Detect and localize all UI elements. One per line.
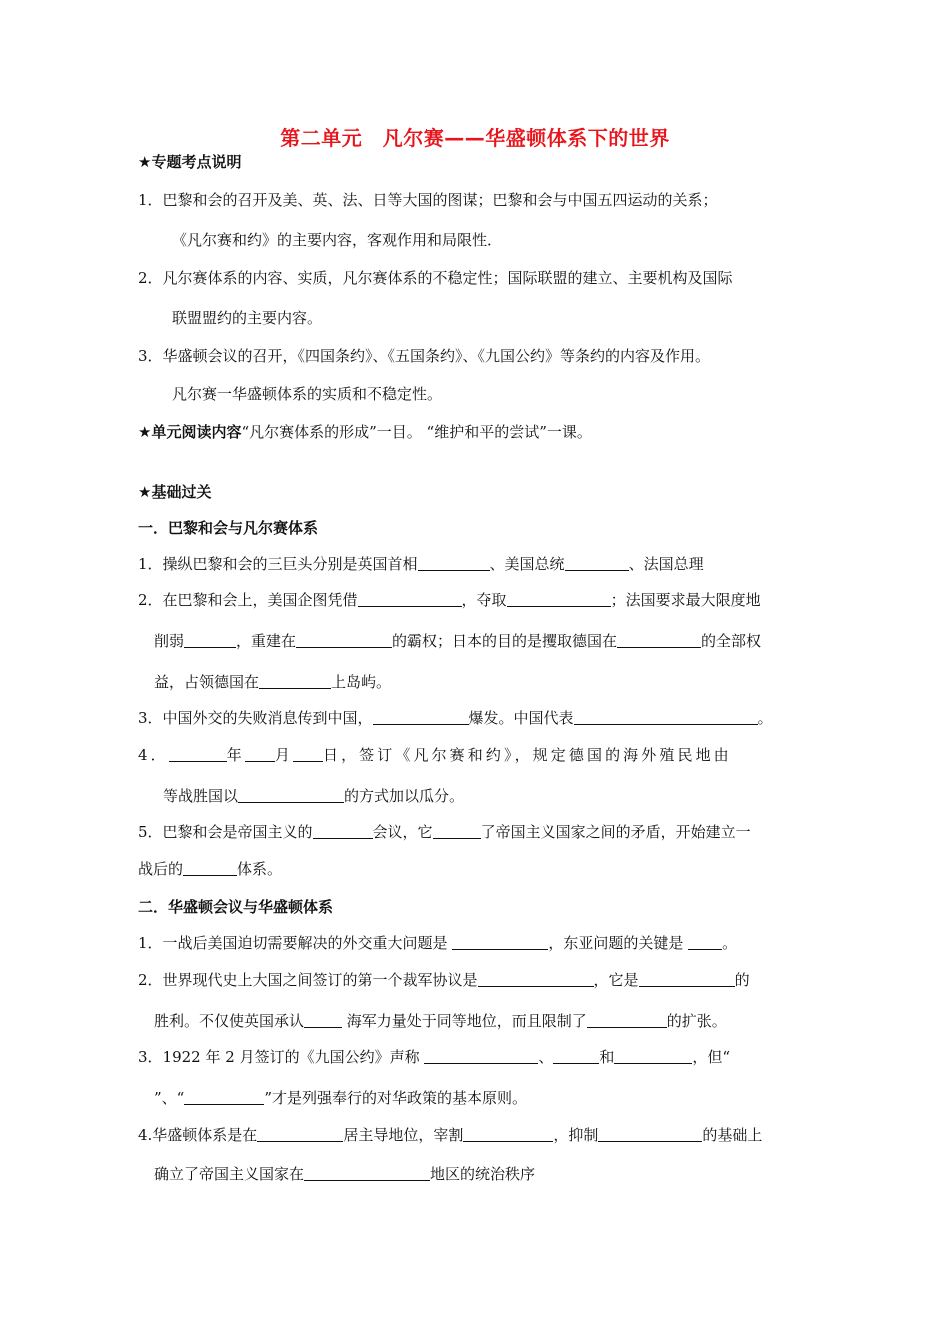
question-text: 的方式加以瓜分。 <box>344 787 465 805</box>
question-text: 会议，它 <box>372 823 433 841</box>
question-text: 5．巴黎和会是帝国主义的 <box>138 823 313 841</box>
question-2-1 <box>138 933 737 953</box>
focus-heading: ★专题考点说明 <box>138 153 242 171</box>
question-text: 的基础上 <box>702 1126 763 1144</box>
question-1-1 <box>138 554 704 574</box>
answer-blank[interactable] <box>617 632 701 648</box>
question-text: 、 <box>538 1048 554 1066</box>
question-text: ，它是 <box>593 971 639 989</box>
answer-blank[interactable] <box>183 860 237 876</box>
answer-blank[interactable] <box>358 591 462 607</box>
focus-line: 1．巴黎和会的召开及美、英、法、日等大国的图谋；巴黎和会与中国五四运动的关系； <box>138 191 718 209</box>
question-text: 2．世界现代史上大国之间签订的第一个裁军协议是 <box>138 971 478 989</box>
answer-blank[interactable] <box>257 1126 343 1142</box>
focus-line: 联盟盟约的主要内容。 <box>172 309 323 327</box>
answer-blank[interactable] <box>313 823 373 839</box>
answer-blank[interactable] <box>424 1048 538 1064</box>
question-text: 年 <box>226 746 245 764</box>
focus-line: 2．凡尔赛体系的内容、实质，凡尔赛体系的不稳定性；国际联盟的建立、主要机构及国际 <box>138 269 733 287</box>
answer-blank[interactable] <box>433 823 481 839</box>
focus-line: 《凡尔赛和约》的主要内容，客观作用和局限性． <box>172 231 503 249</box>
question-text: 爆发。中国代表 <box>468 709 574 727</box>
question-text: ”、“ <box>154 1089 185 1107</box>
question-text: 战后的 <box>138 860 184 878</box>
answer-blank[interactable] <box>259 673 331 689</box>
question-text: 的 <box>734 971 750 989</box>
question-text: 地区的统治秩序 <box>430 1165 536 1183</box>
question-text: ”才是列强奉行的对华政策的基本原则。 <box>264 1089 528 1107</box>
question-2-2-cont <box>154 1011 727 1031</box>
basics-heading: ★基础过关 <box>138 483 212 501</box>
section2-heading: 二．华盛顿会议与华盛顿体系 <box>138 898 334 916</box>
question-text: 2．在巴黎和会上，美国企图凭借 <box>138 591 358 609</box>
answer-blank[interactable] <box>614 1048 692 1064</box>
question-2-2 <box>138 970 750 990</box>
answer-blank[interactable] <box>553 1048 599 1064</box>
question-text: 体系。 <box>237 860 283 878</box>
question-text: 的霸权；日本的目的是攫取德国在 <box>392 632 618 650</box>
question-text: 。 <box>722 934 738 952</box>
question-text: 4.华盛顿体系是在 <box>138 1126 258 1144</box>
question-text: 、美国总统 <box>489 555 565 573</box>
question-1-2-cont <box>154 672 391 692</box>
answer-blank[interactable] <box>688 934 722 950</box>
answer-blank[interactable] <box>587 1012 667 1028</box>
question-text: 的扩张。 <box>666 1012 727 1030</box>
answer-blank[interactable] <box>418 555 490 571</box>
question-1-5 <box>138 822 751 842</box>
answer-blank[interactable] <box>238 787 344 803</box>
answer-blank[interactable] <box>574 709 758 725</box>
question-text: 的全部权 <box>701 632 762 650</box>
question-text: 胜利。不仅使英国承认 <box>154 1012 305 1030</box>
focus-line: 3．华盛顿会议的召开，《四国条约》、《五国条约》、《九国公约》等条约的内容及作用。 <box>138 347 711 365</box>
question-1-4-cont <box>163 786 464 806</box>
question-text: 削弱 <box>154 632 185 650</box>
question-text: 3．中国外交的失败消息传到中国， <box>138 709 373 727</box>
question-1-5-cont <box>138 859 282 879</box>
answer-blank[interactable] <box>304 1012 342 1028</box>
answer-blank[interactable] <box>245 746 275 762</box>
answer-blank[interactable] <box>184 632 236 648</box>
question-text: 上岛屿。 <box>331 673 392 691</box>
question-text: 月 <box>274 746 293 764</box>
question-text: 确立了帝国主义国家在 <box>154 1165 305 1183</box>
answer-blank[interactable] <box>463 1126 553 1142</box>
question-text: 益，占领德国在 <box>154 673 260 691</box>
question-text: 日，签订《凡尔赛和约》，规定德国的海外殖民地由 <box>322 746 732 764</box>
question-text: ；法国要求最大限度地 <box>610 591 761 609</box>
reading-line <box>138 422 592 442</box>
question-text: 居主导地位，宰割 <box>343 1126 464 1144</box>
section1-heading: 一．巴黎和会与凡尔赛体系 <box>138 519 319 537</box>
answer-blank[interactable] <box>304 1165 430 1181</box>
question-1-2-cont <box>154 631 761 651</box>
answer-blank[interactable] <box>296 632 392 648</box>
question-2-3-cont <box>154 1088 527 1108</box>
answer-blank[interactable] <box>507 591 611 607</box>
question-1-4 <box>138 745 732 765</box>
question-text: 和 <box>599 1048 615 1066</box>
question-1-3 <box>138 708 773 728</box>
question-2-3 <box>138 1047 730 1067</box>
question-1-2 <box>138 590 761 610</box>
question-text: ，东亚问题的关键是 <box>548 934 689 952</box>
answer-blank[interactable] <box>184 1089 264 1105</box>
page-title: 第二单元 凡尔赛——华盛顿体系下的世界 <box>280 126 670 150</box>
question-text: ，夺取 <box>461 591 507 609</box>
question-text: 海军力量处于同等地位，而且限制了 <box>342 1012 587 1030</box>
answer-blank[interactable] <box>452 934 548 950</box>
question-text: 等战胜国以 <box>163 787 239 805</box>
question-text: 1．操纵巴黎和会的三巨头分别是英国首相 <box>138 555 418 573</box>
focus-line: 凡尔赛一华盛顿体系的实质和不稳定性。 <box>172 385 443 403</box>
question-2-4 <box>138 1125 762 1145</box>
answer-blank[interactable] <box>293 746 323 762</box>
question-text: 1．一战后美国迫切需要解决的外交重大问题是 <box>138 934 453 952</box>
question-text: 3．1922 年 2 月签订的《九国公约》声称 <box>138 1048 425 1066</box>
question-text: 4． <box>138 746 169 764</box>
reading-label: ★单元阅读内容 <box>138 423 242 441</box>
answer-blank[interactable] <box>478 971 594 987</box>
question-text: 了帝国主义国家之间的矛盾，开始建立一 <box>480 823 751 841</box>
question-2-4-cont <box>154 1164 535 1184</box>
answer-blank[interactable] <box>169 746 227 762</box>
question-text: 。 <box>757 709 773 727</box>
reading-text: “凡尔赛体系的形成”一目。 “维护和平的尝试”一课。 <box>241 423 592 441</box>
question-text: ，抑制 <box>553 1126 599 1144</box>
answer-blank[interactable] <box>598 1126 702 1142</box>
answer-blank[interactable] <box>639 971 735 987</box>
question-text: ，但“ <box>692 1048 731 1066</box>
question-text: 、法国总理 <box>628 555 704 573</box>
answer-blank[interactable] <box>373 709 469 725</box>
question-text: ，重建在 <box>236 632 297 650</box>
answer-blank[interactable] <box>565 555 629 571</box>
